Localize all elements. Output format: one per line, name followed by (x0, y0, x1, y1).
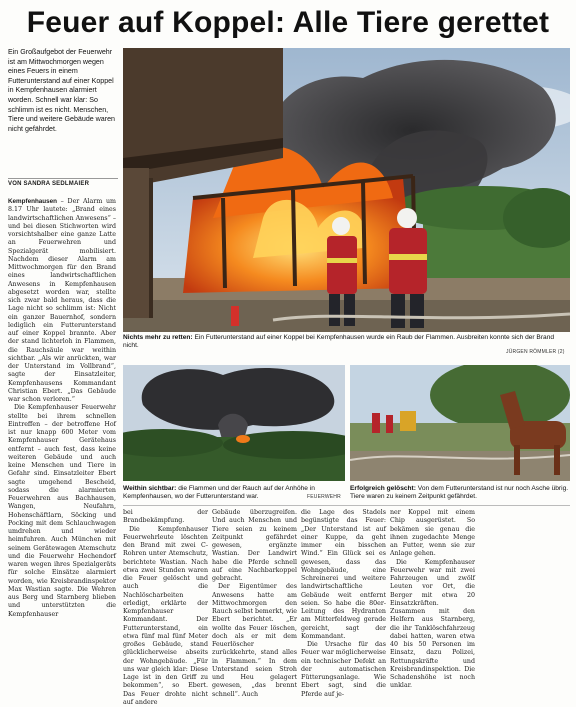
main-photo-caption (123, 334, 570, 351)
smoke-caption-text: die Flammen und der Rauch auf der Anhöhe in Kempfenhausen, wo der Futterunterstand war. (123, 485, 315, 500)
burning-shelter-illustration (123, 48, 570, 332)
col1-paragraph-2: Die Kempfenhauser Feuerwehr stellte bei ihrem schnellen Eintreffen – der betroffene Hof ist nur knapp 600 Meter vom Kempfenhauser Gerätehaus entfernt – auch fest, dass keine weiteren Gebäude und auch keine Menschen und Tiere in Gefahr sind. Einsatzleiter Ebert sagte umgehend Bescheid, sodass die alarmierten Feuerwehren aus Bachhausen, Wangen, Neufahrn, Hohenschäftlarn, Söcking und Pocking mit dem Schlauchwagen umdrehen und wieder heimfuhren. Auch München mit seinem Gerätewagen Atemschutz und die Feuerwehr Hechendorf waren wegen ihres Spezialgeräts für solche Einsätze alarmiert worden, wie Kreisbrandinspektor Max Wastian sagte. Die Wehren aus Berg und Starnberg blieben und unterstützten die Kempfenhauser (8, 404, 116, 619)
horse-caption-lead: Erfolgreich gelöscht: (350, 485, 416, 492)
horse-photo (350, 365, 570, 481)
dateline: Kempfenhausen (8, 198, 57, 205)
main-fire-photo (123, 48, 570, 332)
main-photo-credit: JÜRGEN RÖMMLER (2) (506, 349, 565, 355)
article-column-5 (390, 509, 475, 691)
byline: VON SANDRA SEDLMAIER (8, 178, 118, 187)
article-column-2 (123, 509, 208, 707)
lead-paragraph: Ein Großaufgebot der Feuerwehr ist am Mittwochmorgen wegen eines Feuers in einem Futterunterstand auf einer Koppel in Kempfenhausen alarmiert worden. Schnell war klar: So schlimm ist es nicht. Menschen, Tiere und weitere Gebäude waren nicht gefährdet. (8, 48, 116, 134)
horse-caption-text: Von dem Futterunterstand ist nur noch Asche übrig. Tiere waren zu keinem Zeitpunkt gefährdet. (350, 485, 568, 500)
col1-paragraph-1: – Der Alarm um 8.17 Uhr lautete: „Brand eines landwirtschaftlichen Anwesens“ – und bei diesen Stichworten wird vorsichtshalber eine ganze Latte an Feuerwehren und Spezialgerät mobilisiert. Nachdem dieser Alarm am Mittwochmorgen für den Brand eines landwirtschaftlichen Anwesens in Kempfenhausen abgesetzt worden war, stellte sich zwar bald heraus, dass die Lage nicht so schlimm ist: Nicht ein ganzer Bauernhof, sondern lediglich ein Futterunterstand auf einer Koppel brannte. Aber der stand lichterloh in Flammen, die Rauchsäule war weithin sichtbar. „Als wir anrückten, war der Unterstand im Vollbrand“, sagte der Einsatzleiter, Kempfenhausens Kommandant Christian Ebert. „Das Gebäude war schon verloren.“ (8, 198, 116, 403)
article-column-4 (301, 509, 386, 699)
horse-and-crew-illustration (350, 365, 570, 481)
col2-paragraph-2: Die Kempfenhauser Feuerwehrleute löschten den Brand mit zwei C-Rohren unter Atemschutz, berichtete Wastian. Nach etwa zwei Stunden waren die Feuer gelöscht und auch die Nachlöscharbeiten erledigt, erklärte der Kempfenhauser Kommandant. Der Futterunterstand, ein etwa fünf mal fünf Meter großes Gebäude, stand glücklicherweise abseits der Wohngebäude. „Für uns war gleich klar: Diese Lage ist in den Griff zu bekommen“, so Ebert. Das Feuer drohte nicht auf andere (123, 526, 208, 707)
main-caption-lead: Nichts mehr zu retten: (123, 334, 193, 341)
smoke-photo (123, 365, 345, 481)
article-column-1 (8, 198, 116, 619)
main-caption-text: Ein Futterunterstand auf einer Koppel bei Kempfenhausen wurde ein Raub der Flammen. Ausbreiten konnte sich der Brand nicht. (123, 334, 554, 349)
col4-paragraph-2: Die Ursache für das Feuer war möglicherweise ein technischer Defekt an der automatischen Fütterungsanlage. Wie Ebert sagt, sind die Pferde auf je- (301, 641, 386, 699)
smoke-caption-lead: Weithin sichtbar: (123, 485, 176, 492)
col3-paragraph-2: Der Eigentümer des Anwesens hatte am Mittwochmorgen den Rauch selbst bemerkt, wie Ebert berichtet. „Er wollte das Feuer löschen, doch als er mit dem Feuerlöscher zurückkehrte, stand alles in Flammen.“ In dem Unterstand seien Stroh und Heu gelagert gewesen, „das brennt schnell“. Auch (212, 583, 297, 699)
col4-paragraph-1: die Lage des Stadels begünstigte das Feuer: „Der Unterstand ist auf einer Kuppe, da geht immer ein bisschen Wind.“ Ein Glück sei es gewesen, dass das Wohngebäude, eine Schreinerei und weitere landwirtschaftliche Gebäude weit entfernt seien. So habe die 80er-Leitung des Hydranten am Mitterfeldweg gerade gereicht, sagt der Kommandant. (301, 509, 386, 641)
col5-paragraph-1: ner Koppel mit einem Chip ausgerüstet. So bekämen sie genau die ihnen zugedachte Menge an Futter, wenn sie zur Anlage gehen. (390, 509, 475, 559)
article-column-3 (212, 509, 297, 699)
col5-paragraph-2: Die Kempfenhauser Feuerwehr war mit zwei Fahrzeugen und zwölf Leuten vor Ort, die Berger mit etwa 20 Einsatzkräften. Zusammen mit den Helfern aus Starnberg, die ihr Tanklöschfahrzeug dabei hatten, waren etwa 40 bis 50 Personen im Einsatz, dazu Polizei, Rettungskräfte und Kreisbrandinspektion. Die Schadenshöhe ist noch unklar. (390, 559, 475, 691)
smoke-over-hill-illustration (123, 365, 345, 481)
headline: Feuer auf Koppel: Alle Tiere gerettet (0, 6, 576, 40)
horse-photo-caption (350, 485, 570, 502)
caption-rule (123, 505, 570, 506)
col2-paragraph-1: bei der Brandbekämpfung. (123, 509, 208, 526)
smoke-photo-credit: FEUERWEHR (307, 494, 341, 500)
col3-paragraph-1: Gebäude überzugreifen. Und auch Menschen und Tiere seien zu keinem Zeitpunkt gefährdet gewesen, ergänzte Wastian. Der Landwirt habe die Pferde schnell auf eine Nachbarkoppel gebracht. (212, 509, 297, 583)
